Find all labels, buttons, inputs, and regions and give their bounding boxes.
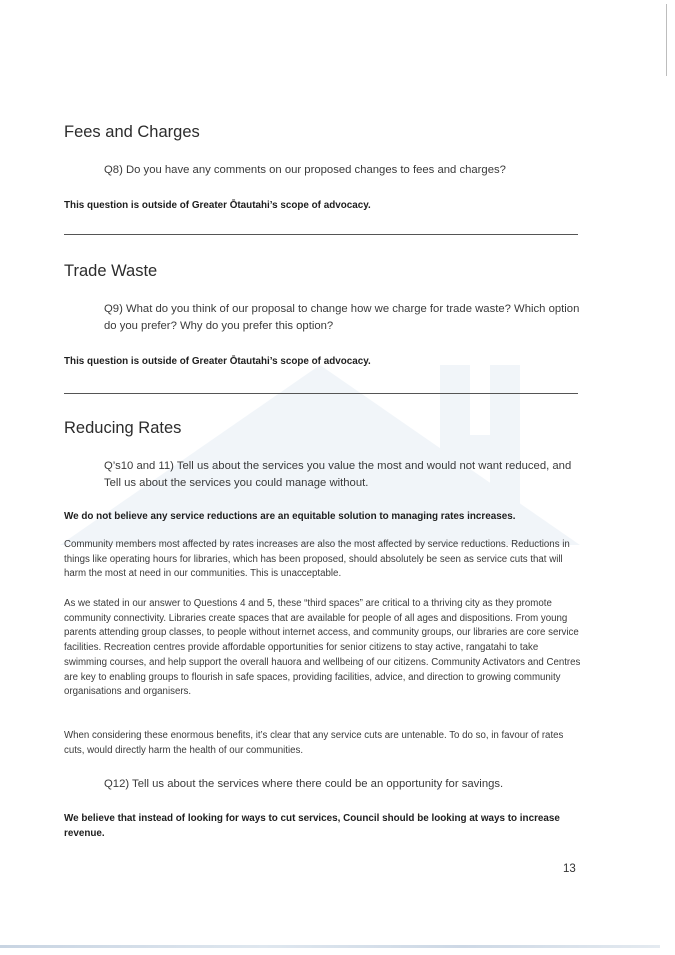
paragraph-third-spaces: As we stated in our answer to Questions 4 and 5, these “third spaces” are critical to a thriving city as they promote community connectivity. Libraries create spaces that are available for people of all ages and dispositions. From young parents attending group classes, to people without internet access, and community groups, our libraries are core service facilities. Recreation centres provide affordable opportunities for senior citizens to stay active, rangatahi to take swimming courses, and help support the overall hauora and wellbeing of our citizens. Community Activators and Centres are key to enabling groups to flourish in safe spaces, providing facilities, advice, and direction to growing community organisations and organisers. <box>64 598 581 698</box>
section-divider <box>64 393 578 394</box>
question-q12: Q12) Tell us about the services where there could be an opportunity for savings. <box>104 778 504 790</box>
heading-trade-waste: Trade Waste <box>64 262 158 280</box>
answer-q12: We believe that instead of looking for ways to cut services, Council should be looking at ways to increase revenue. <box>64 813 560 839</box>
question-q10-11: Q’s10 and 11) Tell us about the services you value the most and would not want reduced, and Tell us about the services you could manage without. <box>104 460 572 489</box>
heading-reducing-rates: Reducing Rates <box>64 419 182 437</box>
question-q8: Q8) Do you have any comments on our proposed changes to fees and charges? <box>104 164 506 176</box>
scan-edge-line <box>666 4 667 76</box>
page-number: 13 <box>563 863 576 875</box>
paragraph-rates-impact: Community members most affected by rates increases are also the most affected by service reductions. Reductions in things like operating hours for libraries, which has been proposed, should absolutely be seen as service cuts that will harm the most at need in our communities. This is unacceptable. <box>64 539 570 580</box>
heading-fees-and-charges: Fees and Charges <box>64 123 200 141</box>
scan-bottom-band <box>0 945 660 948</box>
answer-q10-11: We do not believe any service reductions are an equitable solution to managing rates increases. <box>64 511 516 522</box>
answer-q9: This question is outside of Greater Ōtautahi’s scope of advocacy. <box>64 356 371 367</box>
paragraph-conclusion: When considering these enormous benefits, it’s clear that any service cuts are untenable. To do so, in favour of rates cuts, would directly harm the health of our communities. <box>64 730 564 756</box>
section-divider <box>64 234 578 235</box>
question-q9: Q9) What do you think of our proposal to change how we charge for trade waste? Which option do you prefer? Why do you prefer this option? <box>104 303 580 332</box>
answer-q8: This question is outside of Greater Ōtautahi’s scope of advocacy. <box>64 200 371 211</box>
